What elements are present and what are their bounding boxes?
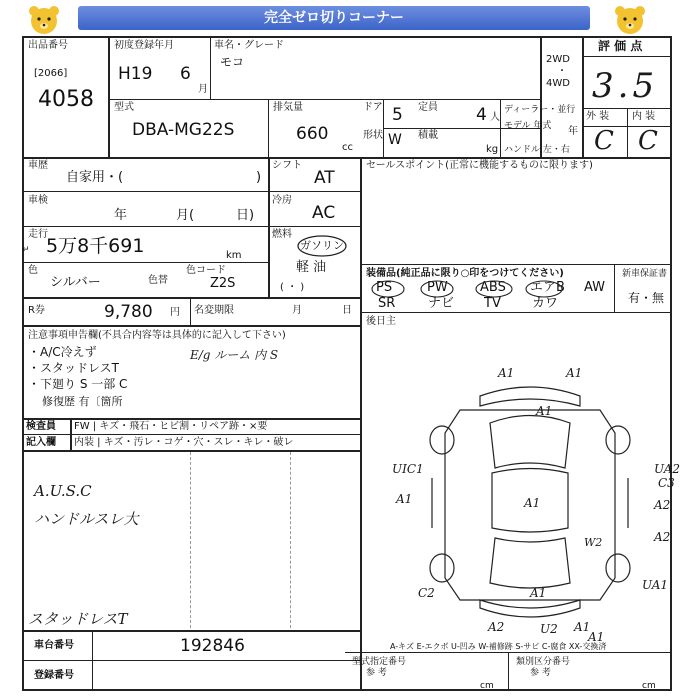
mileage-label: 走行: [28, 229, 48, 240]
form-model-label: 型式指定番号: [352, 657, 407, 667]
inspector-row-1: FW | キズ・飛石・ヒビ割・リペア跡・×要: [74, 421, 268, 432]
new-warranty-value: 有・無: [628, 291, 665, 305]
color-code-label: 色コード: [186, 265, 226, 276]
type-label: 型式: [114, 102, 134, 113]
displacement-value: 660: [296, 124, 329, 144]
name-change-day: 日: [342, 305, 352, 316]
exterior-grade: C: [594, 126, 614, 156]
type-value: DBA-MG22S: [132, 120, 235, 140]
fuel-other: ( ・ ): [280, 282, 305, 293]
damage-a2-right-lower: A2: [654, 530, 671, 544]
score-label: 評 価 点: [598, 39, 643, 53]
shape-label: 形状: [363, 130, 383, 141]
fuel-diesel: 軽 油: [296, 260, 327, 275]
note-line-1: ・A/C冷えず: [28, 345, 97, 359]
door-label: ドア: [363, 102, 383, 113]
shift-value: AT: [314, 168, 335, 188]
recorder-label: 記入欄: [26, 437, 56, 448]
bear-mascot-right-icon: [612, 4, 648, 38]
lot-label: 出品番号: [28, 40, 68, 51]
sales-point-label: セールスポイント(正常に機能するものに限ります): [366, 160, 593, 171]
load-label: 積載: [418, 130, 438, 141]
note-line-3: ・下廻り S 一部 C: [28, 377, 128, 391]
handwritten-line-1: A.U.S.C: [34, 482, 92, 500]
displacement-label: 排気量: [273, 102, 303, 113]
recycle-label: R券: [28, 305, 45, 316]
model-name: モコ: [220, 55, 245, 69]
handle-label: ハンドル 左・右: [504, 145, 570, 155]
model-grade-label: 車名・グレード: [214, 40, 284, 51]
notes-handwriting: E/g ルーム 内 S: [190, 348, 279, 362]
load-unit: kg: [486, 144, 499, 155]
first-registration-label: 初度登録年月: [114, 40, 174, 51]
exterior-label: 外 装: [586, 111, 610, 122]
cm-unit-left: cm: [480, 681, 494, 691]
cm-unit-right: cm: [642, 681, 656, 691]
capacity-value: 4: [476, 105, 487, 125]
damage-a1-hood: A1: [536, 404, 553, 418]
inspector-label: 検査員: [26, 421, 56, 432]
color-value: シルバー: [50, 275, 101, 290]
damage-legend: A-キズ E-エクボ U-凹み W-補修跡 S-サビ C-腐食 XX-交換済: [390, 642, 607, 651]
damage-ua1: UA1: [642, 578, 669, 592]
damage-c3: C3: [658, 476, 675, 490]
rear-seat-label: 後日主: [366, 316, 396, 327]
handwritten-line-3: スタッドレスT: [28, 610, 128, 628]
inspection-day-unit: 日): [236, 208, 255, 223]
fuel-circle-mark: [296, 234, 348, 258]
model-year-label: モデル 年式: [504, 121, 552, 131]
first-registration-month: 6: [180, 64, 191, 84]
door-value: 5: [392, 105, 403, 125]
damage-w2: W2: [584, 536, 603, 549]
fuel-label: 燃料: [272, 229, 292, 240]
shift-label: シフト: [272, 160, 302, 171]
auction-sheet: 完全ゼロ切りコーナー 出品番号 [2066] 4058 初度登録年月 H19 6 月 車名・グレード モコ 2WD ・ 4WD 評 価 点 3.5 型式 DBA-MG22S 排気量 660 cc ドア 5 定員 4 人 形状 W 積載 kg ディーラー・並行 モデル 年式 年 ハンドル 左・右 外 装 内 装 C C 車歴 自家用・( ) シフト AT 車検 年 月( 日) 冷房 AC 走行 5万8千691 km ↵ 燃料 ガソリン 軽 油 ( ・ ) 色 シルバー 色替 色コード Z2S R券 9,780 円 名変期限 月 日 注意事項申告欄(不具合内容等は具体的に記入して下さい) ・A/C冷えず ・スタッドレスT ・下廻り S 一部 C 修復歴 有〔箇所 E/g ルーム 内 S 検査員 記入欄 FW | キズ・飛石・ヒビ割・リペア跡・×要 内装 | キズ・汚レ・コゲ・穴・スレ・キレ・破レ A.U.S.C ハンドルスレ大 スタッドレスT 車台番号 192846 登録番号 セールスポイント(正常に機能するものに限ります) 装備品(純正品に限り○印をつけてください) 新車保証書 有・無 PS PW ABS エアB AW SR ナビ TV カワ 後日主 A1 A1 A1 UIC1 A1 A1 UA2 C3 A2 A2 W2 A1 C2 UA1 A2 U2 A1 A1 A-キズ E-エクボ U-凹み W-補修跡 S-サビ C-腐食 XX-交換済 型式指定番号 参 考 類別区分番号 参 考 cm cm: [0, 0, 700, 700]
cc-unit: cc: [342, 142, 353, 153]
equipment-circle-marks: [370, 278, 610, 300]
new-warranty-label: 新車保証書: [622, 269, 668, 279]
equip-abs: ABS: [480, 280, 506, 295]
damage-u2: U2: [540, 622, 558, 636]
damage-a1-roof: A1: [524, 496, 541, 510]
equipment-label: 装備品(純正品に限り○印をつけてください): [366, 268, 564, 279]
damage-a1-bumper: A1: [574, 620, 591, 634]
equip-pw: PW: [427, 280, 448, 295]
form-ref-label-left: 参 考: [366, 668, 387, 678]
equip-ps: PS: [376, 280, 393, 295]
color-change-label: 色替: [148, 275, 168, 286]
capacity-label: 定員: [418, 102, 438, 113]
notes-label: 注意事項申告欄(不具合内容等は具体的に記入して下さい): [28, 330, 286, 341]
damage-a1-bumper-2: A1: [588, 630, 605, 644]
chassis-label: 車台番号: [34, 640, 74, 651]
capacity-unit: 人: [490, 112, 500, 123]
damage-a1-rear: A1: [530, 586, 547, 600]
shape-value: W: [388, 132, 402, 148]
history-value: 自家用・(: [66, 170, 124, 185]
damage-uic1: UIC1: [392, 462, 424, 476]
inspection-year-unit: 年: [114, 208, 128, 223]
registration-label: 登録番号: [34, 670, 74, 681]
dealer-label: ディーラー・並行: [504, 105, 576, 115]
color-label: 色: [28, 265, 38, 276]
recycle-unit: 円: [170, 307, 180, 318]
name-change-label: 名変期限: [194, 305, 234, 316]
form-class-label: 類別区分番号: [516, 657, 571, 667]
color-code-value: Z2S: [210, 276, 236, 291]
damage-ua2: UA2: [654, 462, 681, 476]
aircon-label: 冷房: [272, 195, 292, 206]
recycle-value: 9,780: [104, 302, 153, 322]
damage-a1-front-left: A1: [498, 366, 515, 380]
damage-a-left: A1: [396, 492, 413, 506]
fuel-gasoline: ガソリン: [300, 239, 344, 252]
note-line-4: 修復歴 有〔箇所: [42, 395, 123, 408]
equip-airbag: エアB: [530, 280, 565, 295]
month-unit: 月: [198, 84, 208, 95]
lot-number: 4058: [38, 87, 94, 112]
year-unit: 年: [568, 126, 578, 137]
km-unit: km: [226, 250, 242, 261]
history-label: 車歴: [28, 160, 48, 171]
header-title: 完全ゼロ切りコーナー: [78, 6, 590, 30]
form-ref-label-right: 参 考: [530, 668, 551, 678]
name-change-month: 月: [292, 305, 302, 316]
drive-2wd: 2WD: [546, 54, 570, 65]
damage-a2-rear: A2: [488, 620, 505, 634]
handwritten-line-2: ハンドルスレ大: [34, 510, 139, 528]
equip-aw: AW: [584, 280, 606, 295]
drive-4wd: 4WD: [546, 78, 570, 89]
bear-mascot-left-icon: [26, 4, 62, 38]
inspection-month-unit: 月(: [176, 208, 195, 223]
lot-tag: [2066]: [34, 68, 68, 79]
equip-tv: TV: [484, 296, 501, 311]
damage-a1-front-right: A1: [566, 366, 583, 380]
interior-grade: C: [638, 126, 658, 156]
equip-sr: SR: [378, 296, 396, 311]
equip-navi: ナビ: [428, 296, 455, 311]
note-line-2: ・スタッドレスT: [28, 361, 119, 375]
inspection-label: 車検: [28, 195, 48, 206]
score-value: 3.5: [592, 66, 659, 106]
chassis-number: 192846: [180, 636, 245, 656]
damage-c2: C2: [418, 586, 435, 600]
interior-label: 内 装: [632, 111, 656, 122]
inspector-row-2: 内装 | キズ・汚レ・コゲ・穴・スレ・キレ・破レ: [74, 437, 294, 448]
damage-a2-right: A2: [654, 498, 671, 512]
mileage-value: 5万8千691: [46, 235, 145, 257]
first-registration-year: H19: [118, 64, 153, 84]
aircon-value: AC: [312, 203, 336, 223]
equip-leather: カワ: [532, 296, 559, 311]
